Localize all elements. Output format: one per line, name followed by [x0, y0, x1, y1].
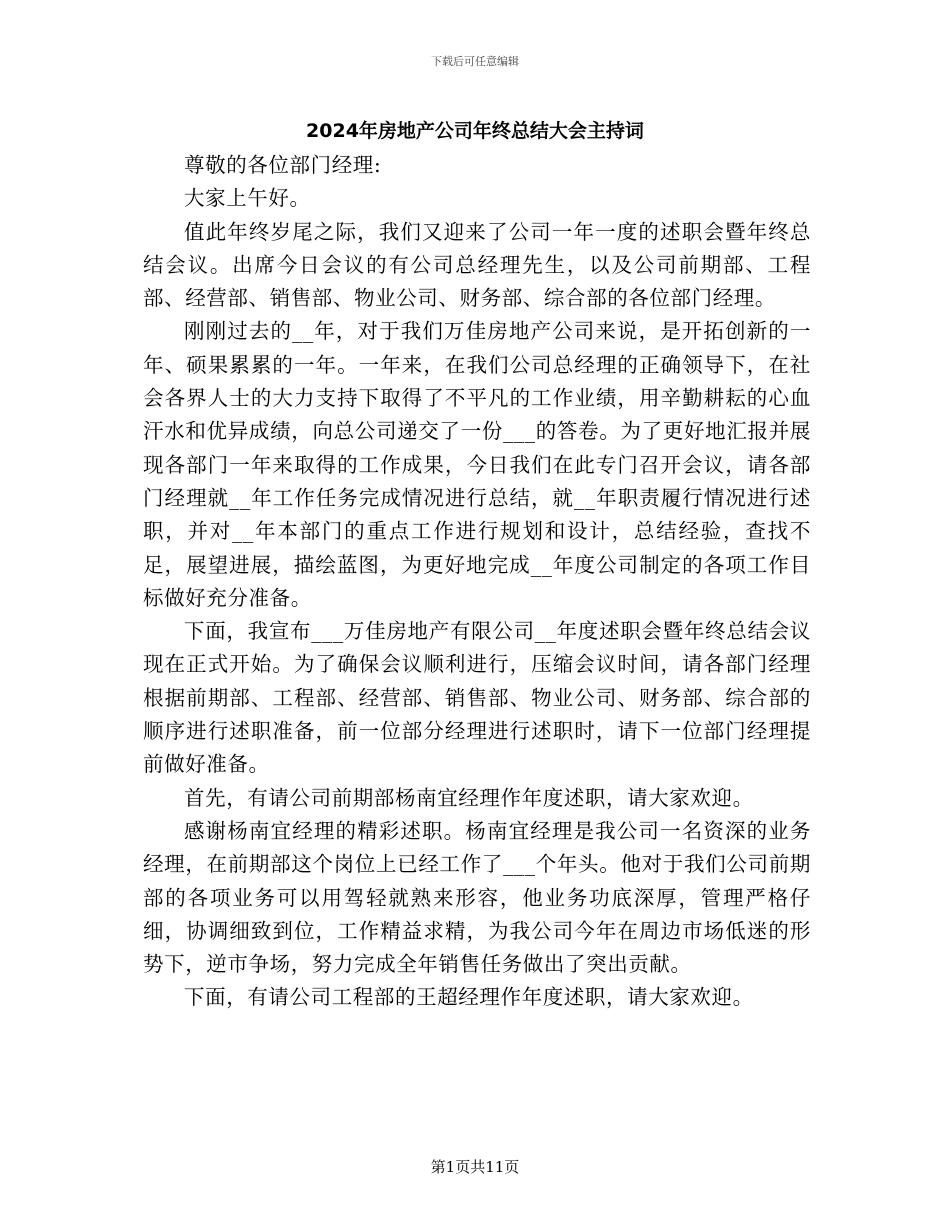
- paragraph-next-speaker: 下面，有请公司工程部的王超经理作年度述职，请大家欢迎。: [184, 985, 754, 1010]
- paragraph-review: 刚刚过去的__年，对于我们万佳房地产公司来说，是开拓创新的一年、硕果累累的一年。一年来，在我们公司总经理的正确领导下，在社会各界人士的大力支持下取得了不平凡的工作业绩，用辛勤耕耘的心血汗水和优异成绩，向总公司递交了一份___的答卷。为了更好地汇报并展现各部门一年来取得的工作成果，今日我们在此专门召开会议，请各部门经理就__年工作任务完成情况进行总结，就__年职责履行情况进行述职，并对__年本部门的重点工作进行规划和设计，总结经验，查找不足，展望进展，描绘蓝图，为更好地完成__年度公司制定的各项工作目标做好充分准备。: [143, 319, 811, 610]
- page-header-note: 下载后可任意编辑: [431, 55, 519, 68]
- paragraph-opening: 值此年终岁尾之际，我们又迎来了公司一年一度的述职会暨年终总结会议。出席今日会议的有公司总经理先生，以及公司前期部、工程部、经营部、销售部、物业公司、财务部、综合部的各位部门经理。: [143, 219, 811, 311]
- paragraph-hello: 大家上午好。: [184, 186, 311, 211]
- document-body: [143, 149, 811, 1015]
- document-title: 2024年房地产公司年终总结大会主持词: [306, 120, 644, 142]
- page-number: 第1页共11页: [430, 1158, 520, 1176]
- paragraph-greeting: 尊敬的各位部门经理:: [184, 153, 382, 177]
- paragraph-announcement: 下面，我宣布___万佳房地产有限公司__年度述职会暨年终总结会议现在正式开始。为了确保会议顺利进行，压缩会议时间，请各部门经理根据前期部、工程部、经营部、销售部、物业公司、财务部、综合部的顺序进行述职准备，前一位部分经理进行述职时，请下一位部门经理提前做好准备。: [143, 619, 811, 777]
- paragraph-first-speaker: 首先，有请公司前期部杨南宜经理作年度述职，请大家欢迎。: [184, 785, 754, 810]
- paragraph-thanks: 感谢杨南宜经理的精彩述职。杨南宜经理是我公司一名资深的业务经理，在前期部这个岗位上已经工作了___个年头。他对于我们公司前期部的各项业务可以用驾轻就熟来形容，他业务功底深厚，管理严格仔细，协调细致到位，工作精益求精，为我公司今年在周边市场低迷的形势下，逆市争场，努力完成全年销售任务做出了突出贡献。: [143, 818, 811, 977]
